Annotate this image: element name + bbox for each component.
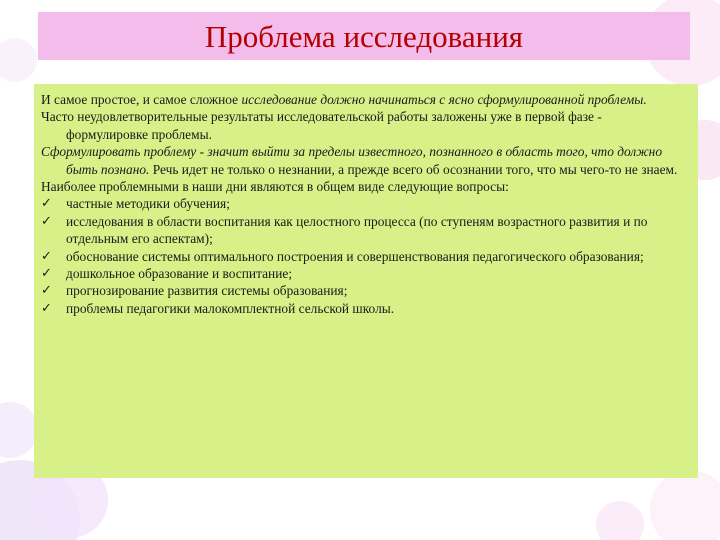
decor-circle [0, 402, 38, 458]
paragraph-4 [41, 178, 686, 195]
paragraph-1-italic: исследование должно начинаться с ясно сформулированной проблемы. [241, 92, 647, 107]
paragraph-1 [41, 91, 686, 108]
list-item [41, 300, 686, 317]
check-mark-icon: ✓ [41, 266, 52, 282]
decor-circle [650, 470, 720, 540]
decor-circle [0, 38, 37, 82]
list-item-text: дошкольное образование и воспитание; [66, 266, 293, 282]
list-item-text: проблемы педагогики малокомплектной сельской школы. [66, 300, 395, 316]
decor-circle [596, 501, 644, 540]
list-item-text: прогнозирование развития системы образования; [66, 283, 348, 299]
page-title: Проблема исследования [204, 18, 524, 54]
content-box [34, 84, 698, 478]
paragraph-3 [41, 143, 686, 178]
title-bar [38, 12, 690, 60]
list-item [41, 265, 686, 282]
paragraph-3-plain: Речь идет не только о незнании, а прежде всего об осознании того, что мы чего-то не знаем. [149, 161, 678, 177]
list-item [41, 195, 686, 212]
check-mark-icon: ✓ [41, 196, 52, 212]
list-item [41, 282, 686, 299]
check-mark-icon: ✓ [41, 300, 52, 316]
paragraph-2 [41, 108, 686, 143]
check-mark-icon: ✓ [41, 283, 52, 299]
list-item [41, 248, 686, 265]
list-item [41, 213, 686, 248]
list-item-text: обоснование системы оптимального построения и совершенствования педагогического образования; [66, 248, 644, 264]
list-item-text: исследования в области воспитания как целостного процесса (по ступеням возрастного развития и по отдельным его аспектам); [66, 213, 648, 247]
check-mark-icon: ✓ [41, 213, 52, 229]
paragraph-3-italic: Сформулировать проблему - значит выйти за пределы известного, познанного в область того, что должно быть познано. [41, 144, 663, 177]
paragraph-2-plain: Часто неудовлетворительные результаты исследовательской работы заложены уже в первой фазе - формулировке проблемы. [41, 109, 602, 142]
paragraph-1-plain: И самое простое, и самое сложное [41, 92, 242, 107]
check-mark-icon: ✓ [41, 248, 52, 264]
list-item-text: частные методики обучения; [66, 196, 230, 212]
issues-list [41, 195, 686, 317]
paragraph-4-plain: Наиболее проблемными в наши дни являются в общем виде следующие вопросы: [41, 179, 509, 195]
